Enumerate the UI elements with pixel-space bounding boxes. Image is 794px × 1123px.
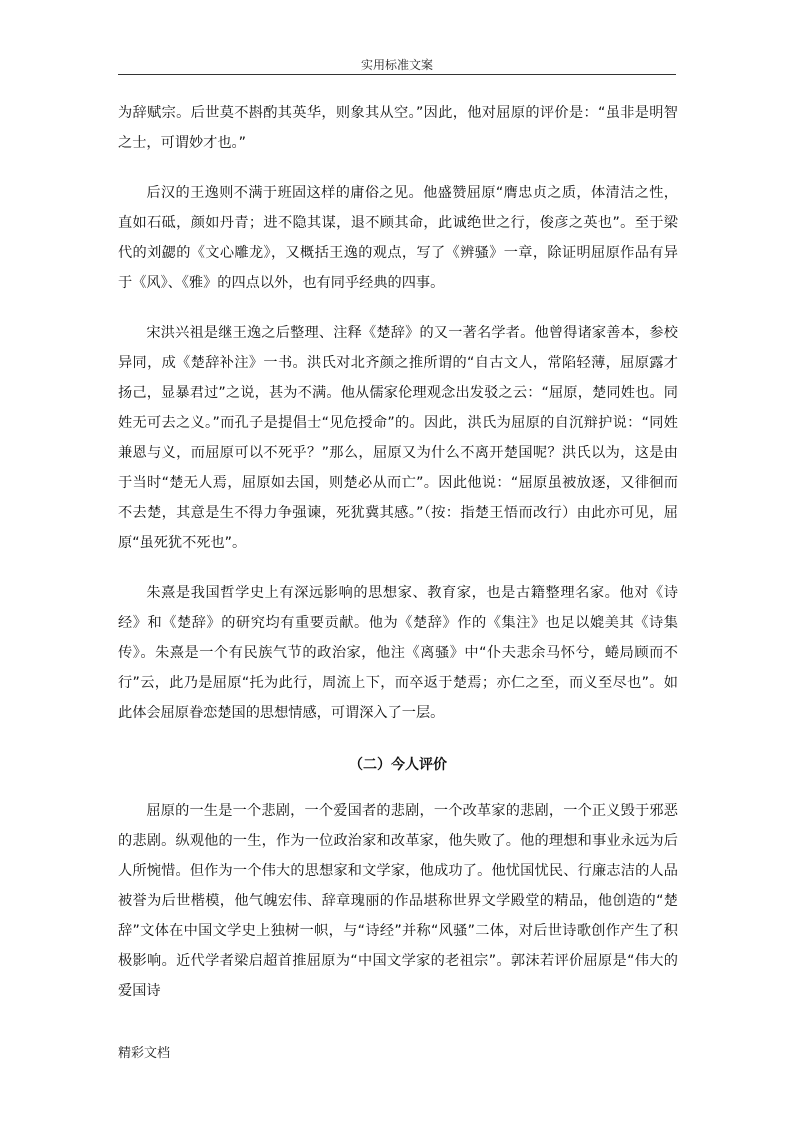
paragraph-3: 宋洪兴祖是继王逸之后整理、注释《楚辞》的又一著名学者。他曾得诸家善本，参校异同，成《楚辞补注》一书。洪氏对北齐颜之推所谓的“自古文人，常陷轻薄，屈原露才扬己，显暴君过”之说，甚为不满。他从儒家伦理观念出发驳之云：“屈原，楚同姓也。同姓无可去之义。”而孔子是提倡士“见危授命”的。因此，洪氏为屈原的自沉辩护说：“同姓兼恩与义，而屈原可以不死乎？”那么，屈原又为什么不离开楚国呢？洪氏以为，这是由于当时“楚无人焉，屈原如去国，则楚必从而亡”。因此他说：“屈原虽被放逐，又徘徊而不去楚，其意是生不得力争强谏，死犹冀其感。”（按：指楚王悟而改行）由此亦可见，屈原“虽死犹不死也”。 [118, 325, 678, 551]
header-divider [118, 74, 676, 75]
section-title: （二）今人评价 [349, 757, 447, 773]
paragraph-1: 为辞赋宗。后世莫不斟酌其英华，则象其从空。”因此，他对屈原的评价是：“虽非是明智之士，可谓妙才也。” [118, 105, 678, 151]
document-body [118, 98, 678, 1006]
paragraph-5: 屈原的一生是一个悲剧，一个爱国者的悲剧，一个改革家的悲剧，一个正义毁于邪恶的悲剧。纵观他的一生，作为一位政治家和改革家，他失败了。他的理想和事业永远为后人所惋惜。但作为一个伟大的思想家和文学家，他成功了。他忧国忧民、行廉志洁的人品被誉为后世楷模，他气魄宏伟、辞章瑰丽的作品堪称世界文学殿堂的精品，他创造的“楚辞”文体在中国文学史上独树一帜，与“诗经”并称“风骚”二体，对后世诗歌创作产生了积极影响。近代学者梁启超首推屈原为“中国文学家的老祖宗”。郭沫若评价屈原是“伟大的爱国诗 [118, 803, 678, 999]
paragraph-2: 后汉的王逸则不满于班固这样的庸俗之见。他盛赞屈原“膺忠贞之质，体清洁之性，直如石砥，颜如丹青；进不隐其谋，退不顾其命，此诚绝世之行，俊彦之英也”。至于梁代的刘勰的《文心雕龙》，又概括王逸的观点，写了《辨骚》一章，除证明屈原作品有异于《风》、《雅》的四点以外，也有同乎经典的四事。 [118, 185, 678, 291]
paragraph-4: 朱熹是我国哲学史上有深远影响的思想家、教育家，也是古籍整理名家。他对《诗经》和《楚辞》的研究均有重要贡献。他为《楚辞》作的《集注》也足以媲美其《诗集传》。朱熹是一个有民族气节的政治家，他注《离骚》中“仆夫悲余马怀兮，蜷局顾而不行”云，此乃是屈原“托为此行，周流上下，而卒返于楚焉；亦仁之至，而义至尽也”。如此体会屈原眷恋楚国的思想情感，可谓深入了一层。 [118, 585, 678, 721]
page-header: 实用标准文案 [360, 58, 433, 72]
page-footer: 精彩文档 [118, 1046, 171, 1061]
